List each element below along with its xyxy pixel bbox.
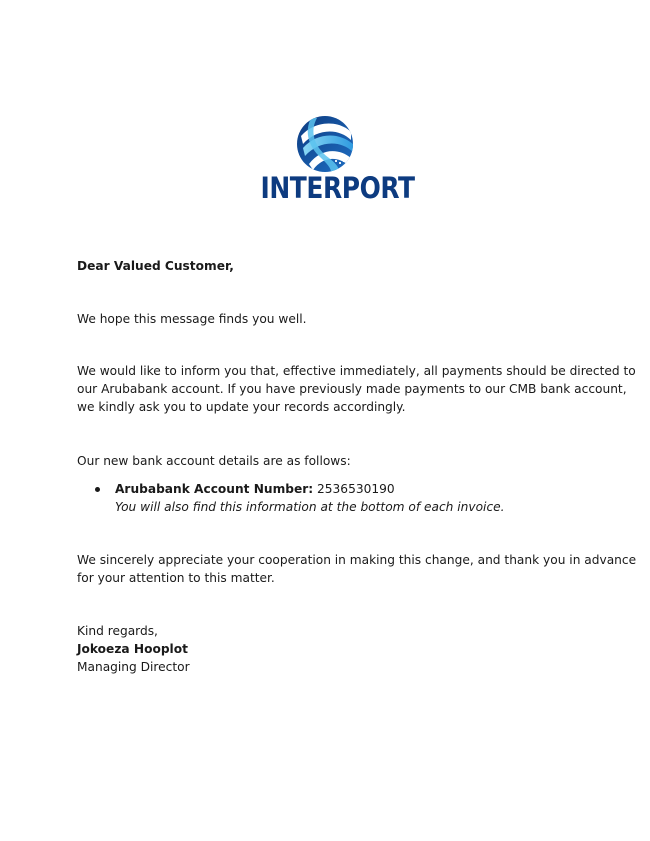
paragraph-2-line-1: We sincerely appreciate your cooperation in making this change, and thank you in advance [77,553,637,567]
signer-name: Jokoeza Hooplot [77,642,188,656]
greeting: Dear Valued Customer, [77,259,234,273]
details-intro: Our new bank account details are as follows: [77,454,351,468]
paragraph-2-line-2: for your attention to this matter. [77,571,275,585]
account-number-value: 2536530190 [317,482,395,496]
invoice-note: You will also find this information at the bottom of each invoice. [115,500,505,514]
globe-logo-icon [295,114,355,174]
closing: Kind regards, [77,624,158,638]
signer-title: Managing Director [77,660,190,674]
company-logo [250,110,415,210]
paragraph-1-line-1: We would like to inform you that, effective immediately, all payments should be directed to [77,364,636,378]
paragraph-1-line-2: our Arubabank account. If you have previously made payments to our CMB bank account, [77,382,627,396]
opening-line: We hope this message finds you well. [77,312,307,326]
paragraph-1-line-3: we kindly ask you to update your records accordingly. [77,400,406,414]
account-number-label: Arubabank Account Number: [115,482,314,496]
account-number-item [115,480,395,498]
company-logo-wordmark: INTERPORT [260,171,415,205]
bullet-icon [95,487,100,492]
